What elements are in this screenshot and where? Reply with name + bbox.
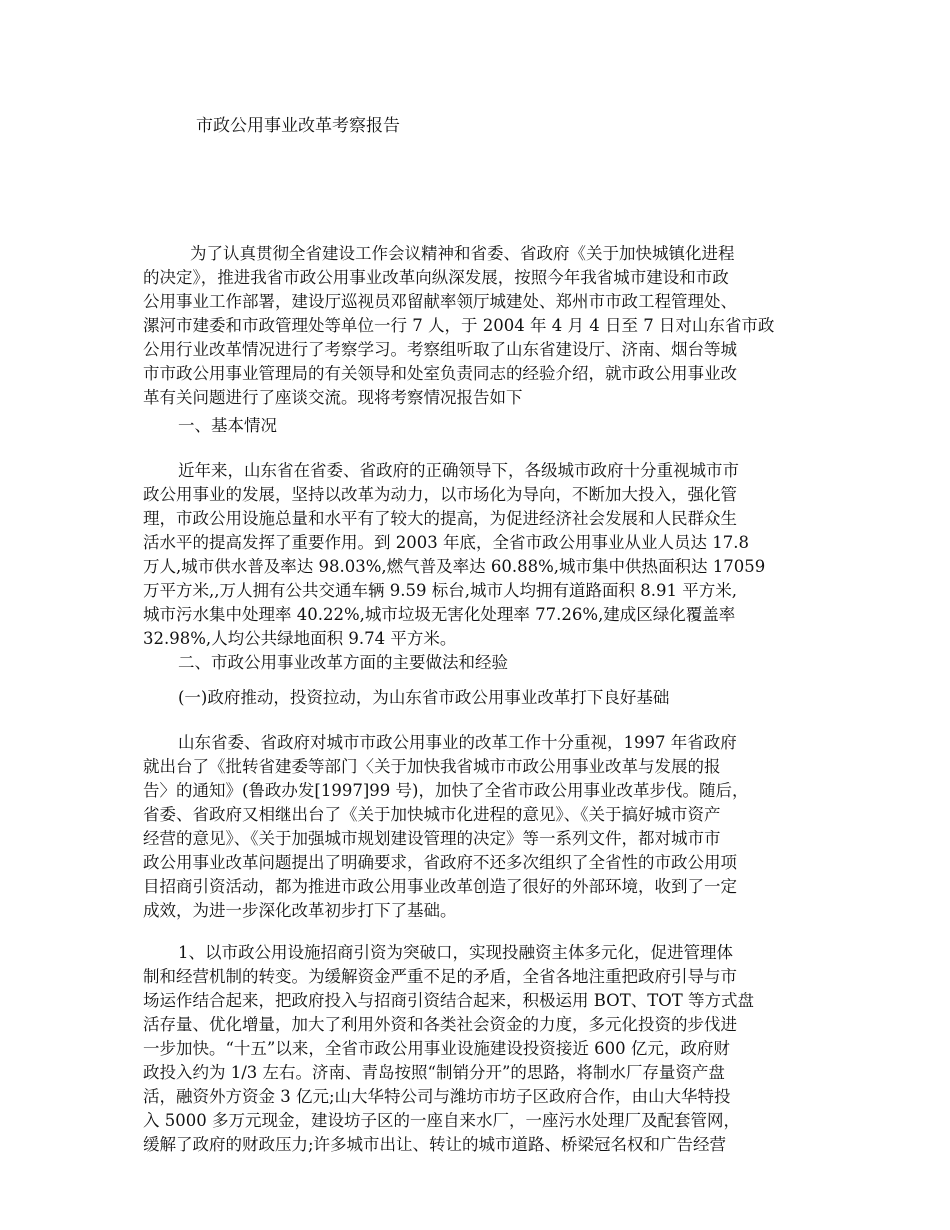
text-line: 公用事业工作部署，建设厅巡视员邓留献率领厅城建处、郑州市市政工程管理处、 bbox=[143, 292, 737, 311]
text-line: 漯河市建委和市政管理处等单位一行 7 人，于 2004 年 4 月 4 日至 7 日对山东省市政 bbox=[143, 316, 775, 335]
text-line: 的决定》，推进我省市政公用事业改革向纵深发展，按照今年我省城市建设和市政 bbox=[143, 268, 729, 287]
text-line: 活水平的提高发挥了重要作用。到 2003 年底，全省市政公用事业从业人员达 17.8 bbox=[143, 533, 749, 552]
text-line: 缓解了政府的财政压力;许多城市出让、转让的城市道路、桥梁冠名权和广告经营 bbox=[143, 1135, 727, 1154]
text-line: 成效，为进一步深化改革初步打下了基础。 bbox=[143, 901, 457, 920]
text-line: 入 5000 多万元现金，建设坊子区的一座自来水厂，一座污水处理厂及配套管网， bbox=[143, 1111, 740, 1130]
text-line: 一步加快。“十五”以来，全省市政公用事业设施建设投资接近 600 亿元，政府财 bbox=[143, 1039, 730, 1058]
text-line: 万平方米,,万人拥有公共交通车辆 9.59 标台,城市人均拥有道路面积 8.91 平方米, bbox=[143, 581, 737, 600]
text-line: 32.98%,人均公共绿地面积 9.74 平方米。 bbox=[143, 629, 457, 648]
text-line: 就出台了《批转省建委等部门〈关于加快我省城市市政公用事业改革与发展的报 bbox=[143, 757, 721, 776]
section-heading-2: 二、市政公用事业改革方面的主要做法和经验 bbox=[178, 653, 508, 672]
text-line: 政公用事业的发展，坚持以改革为动力，以市场化为导向，不断加大投入，强化管 bbox=[143, 485, 737, 504]
text-line: 1、以市政公用设施招商引资为突破口，实现投融资主体多元化，促进管理体 bbox=[178, 943, 733, 962]
text-line: 理，市政公用设施总量和水平有了较大的提高，为促进经济社会发展和人民群众生 bbox=[143, 509, 737, 528]
text-line: 活存量、优化增量，加大了利用外资和各类社会资金的力度，多元化投资的步伐进 bbox=[143, 1015, 737, 1034]
text-line: 告〉的通知》(鲁政办发[1997]99 号)，加快了全省市政公用事业改革步伐。随后， bbox=[143, 781, 749, 800]
text-line: 目招商引资活动，都为推进市政公用事业改革创造了很好的外部环境，收到了一定 bbox=[143, 877, 737, 896]
text-line: 万人,城市供水普及率达 98.03%,燃气普及率达 60.88%,城市集中供热面积达 17059 bbox=[143, 557, 766, 576]
text-line: 革有关问题进行了座谈交流。现将考察情况报告如下 bbox=[143, 388, 523, 407]
text-line: 活，融资外方资金 3 亿元;山大华特公司与潍坊市坊子区政府合作，由山大华特投 bbox=[143, 1087, 731, 1106]
text-line: 山东省委、省政府对城市市政公用事业的改革工作十分重视，1997 年省政府 bbox=[178, 733, 737, 752]
text-line: 省委、省政府又相继出台了《关于加快城市化进程的意见》、《关于搞好城市资产 bbox=[143, 805, 721, 824]
subsection-heading-1: (一)政府推动，投资拉动，为山东省市政公用事业改革打下良好基础 bbox=[178, 688, 670, 707]
text-line: 经营的意见》、《关于加强城市规划建设管理的决定》等一系列文件，都对城市市 bbox=[143, 829, 721, 848]
text-line: 公用行业改革情况进行了考察学习。考察组听取了山东省建设厅、济南、烟台等城 bbox=[143, 340, 737, 359]
text-line: 政公用事业改革问题提出了明确要求，省政府不还多次组织了全省性的市政公用项 bbox=[143, 853, 737, 872]
text-line: 近年来，山东省在省委、省政府的正确领导下，各级城市政府十分重视城市市 bbox=[178, 461, 739, 480]
text-line: 场运作结合起来，把政府投入与招商引资结合起来，积极运用 BOT、TOT 等方式盘 bbox=[143, 991, 754, 1010]
section-heading-1: 一、基本情况 bbox=[178, 416, 277, 435]
document-title: 市政公用事业改革考察报告 bbox=[196, 116, 400, 136]
text-line: 市市政公用事业管理局的有关领导和处室负责同志的经验介绍，就市政公用事业改 bbox=[143, 364, 737, 383]
text-line: 为了认真贯彻全省建设工作会议精神和省委、省政府《关于加快城镇化进程 bbox=[190, 244, 735, 263]
text-line: 城市污水集中处理率 40.22%,城市垃圾无害化处理率 77.26%,建成区绿化覆盖率 bbox=[143, 605, 736, 624]
text-line: 政投入约为 1/3 左右。济南、青岛按照“制销分开”的思路，将制水厂存量资产盘 bbox=[143, 1063, 725, 1082]
text-line: 制和经营机制的转变。为缓解资金严重不足的矛盾，全省各地注重把政府引导与市 bbox=[143, 967, 737, 986]
